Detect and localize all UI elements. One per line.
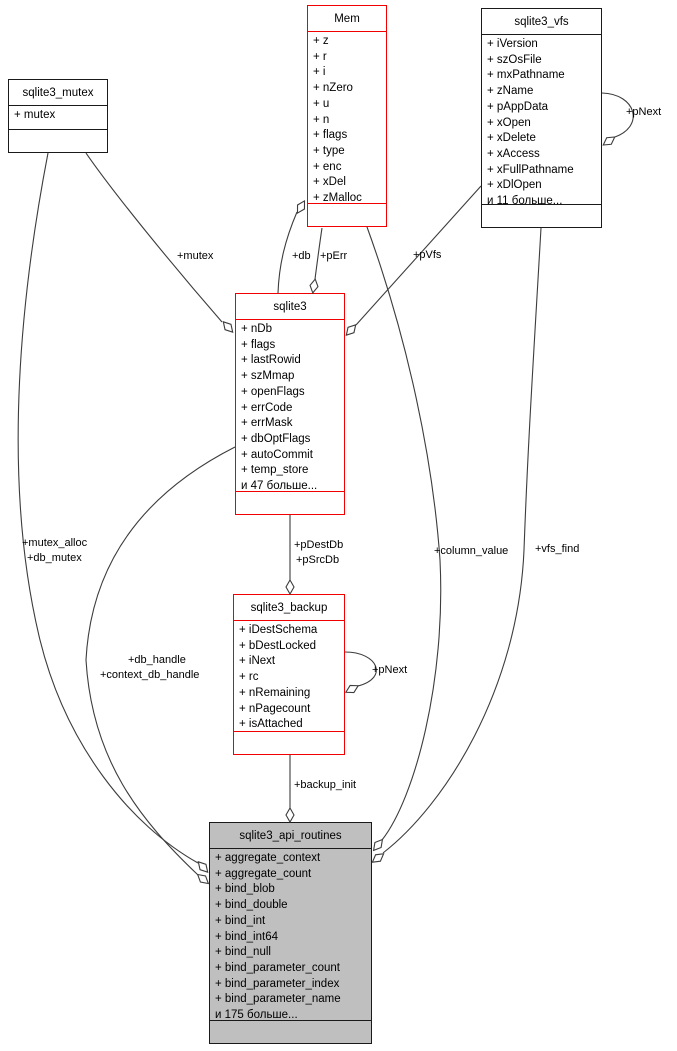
class-field: + z xyxy=(313,35,329,47)
class-field: + autoCommit xyxy=(241,448,313,461)
class-box-sqlite3-mutex[interactable] xyxy=(8,79,108,153)
class-field: + xAccess xyxy=(487,147,540,160)
class-field: + szOsFile xyxy=(487,53,542,66)
edge-label-db-mutex: +db_mutex xyxy=(27,552,82,564)
class-field: + enc xyxy=(313,160,342,173)
class-field: + xDelete xyxy=(487,132,536,145)
class-field: + openFlags xyxy=(241,385,305,398)
edge-label-column-value: +column_value xyxy=(434,545,509,557)
class-field: и 175 больше... xyxy=(215,1009,298,1020)
class-field: + aggregate_context xyxy=(215,852,321,864)
class-field: + xDel xyxy=(313,176,346,189)
class-field: + bind_parameter_index xyxy=(215,977,340,990)
class-field: + iDestSchema xyxy=(239,624,318,636)
class-field: + flags xyxy=(241,338,276,351)
class-field: и 11 больше... xyxy=(487,195,563,204)
edge-label-db-handle: +db_handle xyxy=(128,654,186,666)
aggregation-diamond xyxy=(370,851,386,866)
class-field: + bind_int64 xyxy=(215,930,278,943)
edge-mutex-alloc xyxy=(18,153,198,863)
class-field: + dbOptFlags xyxy=(241,432,311,445)
class-field: + xDlOpen xyxy=(487,179,542,192)
edge-label-context-db-handle: +context_db_handle xyxy=(100,669,200,681)
edge-label-pnext-vfs: +pNext xyxy=(626,106,662,118)
class-empty-compartment xyxy=(234,731,344,754)
class-field: + r xyxy=(313,50,327,63)
class-field: + bDestLocked xyxy=(239,639,317,652)
class-field: + n xyxy=(313,113,330,126)
class-field: + nRemaining xyxy=(239,686,311,699)
class-field: + isAttached xyxy=(239,718,303,731)
class-box-mem[interactable] xyxy=(307,5,387,227)
class-field: + mutex xyxy=(14,109,56,121)
class-box-sqlite3-api-routines[interactable] xyxy=(209,822,372,1044)
class-field-list xyxy=(482,35,601,204)
edge-label-pvfs: +pVfs xyxy=(413,249,442,261)
class-field-list xyxy=(236,320,344,491)
class-field: + flags xyxy=(313,129,348,142)
edge-mutex xyxy=(86,153,222,322)
class-empty-compartment xyxy=(210,1020,371,1043)
class-box-sqlite3[interactable] xyxy=(235,293,345,515)
class-field-list xyxy=(234,621,344,731)
aggregation-diamond xyxy=(601,134,617,149)
class-field: + bind_parameter_count xyxy=(215,961,340,974)
class-box-sqlite3-vfs[interactable] xyxy=(481,8,602,228)
class-field: + nZero xyxy=(313,82,353,95)
aggregation-diamond xyxy=(294,199,308,215)
aggregation-diamond xyxy=(344,682,360,696)
class-field: + iNext xyxy=(239,655,276,668)
class-field-list xyxy=(308,32,386,203)
class-field: + bind_int xyxy=(215,914,266,927)
edge-vfs-find xyxy=(383,228,541,853)
aggregation-diamond xyxy=(370,837,385,853)
class-empty-compartment xyxy=(9,129,107,152)
class-field: + lastRowid xyxy=(241,354,301,367)
class-field: + u xyxy=(313,97,330,110)
class-field: + temp_store xyxy=(241,464,309,477)
edge-label-backup-init: +backup_init xyxy=(294,779,357,791)
class-field: + rc xyxy=(239,671,259,684)
class-field: + bind_null xyxy=(215,946,271,959)
class-field-list xyxy=(9,106,107,129)
class-field: + zMalloc xyxy=(313,192,362,203)
class-field: и 47 больше... xyxy=(241,480,318,491)
class-field: + xOpen xyxy=(487,116,531,129)
edge-label-db: +db xyxy=(292,250,311,262)
class-field: + bind_double xyxy=(215,899,288,912)
aggregation-diamond xyxy=(343,322,358,338)
class-field: + bind_parameter_name xyxy=(215,993,341,1006)
class-field: + szMmap xyxy=(241,370,295,383)
class-title: sqlite3_api_routines xyxy=(210,823,371,849)
aggregation-diamond xyxy=(286,808,294,822)
edge-label-psrcdb: +pSrcDb xyxy=(296,554,340,566)
class-title: Mem xyxy=(308,6,386,32)
class-field: + errCode xyxy=(241,401,293,414)
class-field: + errMask xyxy=(241,417,293,430)
aggregation-diamond xyxy=(309,278,319,293)
class-field: + zName xyxy=(487,85,534,98)
aggregation-diamond xyxy=(286,580,294,594)
edge-column-value xyxy=(367,227,441,840)
class-title: sqlite3_backup xyxy=(234,595,344,621)
class-title: sqlite3 xyxy=(236,294,344,320)
class-field: + i xyxy=(313,66,326,79)
edge-label-perr: +pErr xyxy=(320,250,348,262)
class-field: + nPagecount xyxy=(239,702,311,715)
class-field: + mxPathname xyxy=(487,69,565,82)
class-title: sqlite3_vfs xyxy=(482,9,601,35)
edge-label-pnext-backup: +pNext xyxy=(372,664,408,676)
edge-label-mutex-alloc: +mutex_alloc xyxy=(22,537,88,549)
edge-label-vfs-find: +vfs_find xyxy=(535,543,580,555)
class-field: + aggregate_count xyxy=(215,867,312,880)
aggregation-diamond xyxy=(220,319,235,335)
class-field: + xFullPathname xyxy=(487,163,574,176)
class-field: + type xyxy=(313,144,345,157)
edge-label-mutex: +mutex xyxy=(177,250,214,262)
edge-label-pdestdb: +pDestDb xyxy=(294,539,344,551)
class-empty-compartment xyxy=(236,491,344,514)
class-field: + bind_blob xyxy=(215,883,275,896)
class-empty-compartment xyxy=(308,203,386,226)
class-box-sqlite3-backup[interactable] xyxy=(233,594,345,755)
class-empty-compartment xyxy=(482,204,601,227)
class-field: + iVersion xyxy=(487,38,538,50)
class-title: sqlite3_mutex xyxy=(9,80,107,106)
class-field: + nDb xyxy=(241,323,273,335)
class-field-list xyxy=(210,849,371,1020)
class-field: + pAppData xyxy=(487,100,549,113)
